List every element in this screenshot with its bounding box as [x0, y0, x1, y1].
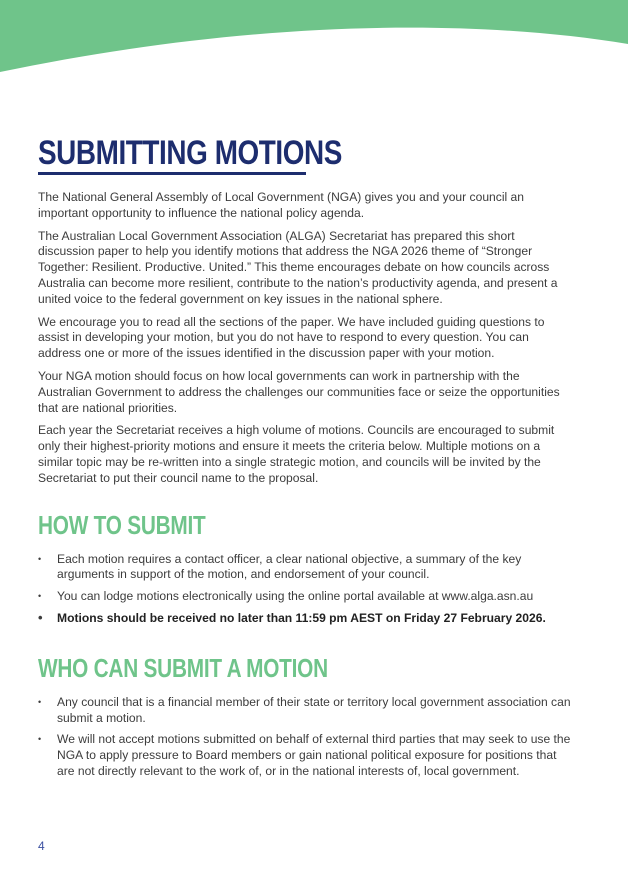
bullet-icon: • — [38, 553, 42, 564]
how-to-submit-heading: HOW TO SUBMIT — [38, 509, 206, 540]
bullet-icon: • — [38, 609, 43, 625]
how-to-submit-list — [38, 552, 572, 627]
list-item: • We will not accept motions submitted on behalf of external third parties that may seek to use the NGA to apply pressure to Board members or gain national political exposure for positions that are not directly relevant to the work of, or in the national interests of, local government. — [38, 732, 571, 778]
deadline-list-item: • Motions should be received no later than 11:59 pm AEST on Friday 27 February 2026. — [38, 609, 546, 625]
title-underline — [38, 172, 306, 175]
bullet-icon: • — [38, 591, 42, 602]
header-wave-decoration — [0, 0, 628, 75]
list-item: • You can lodge motions electronically using the online portal available at www.alga.asn.au — [38, 589, 534, 604]
intro-paragraph: The National General Assembly of Local Government (NGA) gives you and your council an important opportunity to influence the national policy agenda. — [38, 190, 525, 220]
intro-paragraph: We encourage you to read all the sections of the paper. We have included guiding questions to assist in developing your motion, but you do not have to respond to every question. You can address one or more of the issues identified in the discussion paper with your motion. — [38, 314, 545, 361]
bullet-icon: • — [38, 734, 42, 745]
page-number: 4 — [38, 839, 45, 853]
page-title: SUBMITTING MOTIONS — [38, 134, 342, 172]
bullet-icon: • — [38, 696, 42, 707]
intro-paragraph: Your NGA motion should focus on how local governments can work in partnership with the Australian Government to address the challenges our communities face or seize the opportunities that are national priorities. — [38, 368, 560, 415]
who-can-submit-heading: WHO CAN SUBMIT A MOTION — [38, 652, 328, 683]
title-block — [38, 134, 572, 174]
intro-paragraph: Each year the Secretariat receives a high volume of motions. Councils are encouraged to submit only their highest-priority motions and ensure it meets the criteria below. Multiple motions on a similar topic may be re-written into a single strategic motion, and councils will be invited by the Secretariat to put their council name to the proposal. — [38, 423, 555, 485]
who-can-submit-list — [38, 695, 572, 780]
page-content — [38, 134, 572, 786]
list-item: • Each motion requires a contact officer, a clear national objective, a summary of the key arguments in support of the motion, and endorsement of your council. — [38, 551, 522, 582]
intro-paragraph: The Australian Local Government Association (ALGA) Secretariat has prepared this short discussion paper to help you identify motions that address the NGA 2026 theme of “Stronger Together: Resilient. Productive. United.” This theme encourages debate on how councils across Australia can become more resilient, contribute to the nation’s productivity agenda, and present a united voice to the federal government on key issues in the national sphere. — [38, 228, 558, 306]
list-item: • Any council that is a financial member of their state or territory local government association can submit a motion. — [38, 694, 571, 725]
